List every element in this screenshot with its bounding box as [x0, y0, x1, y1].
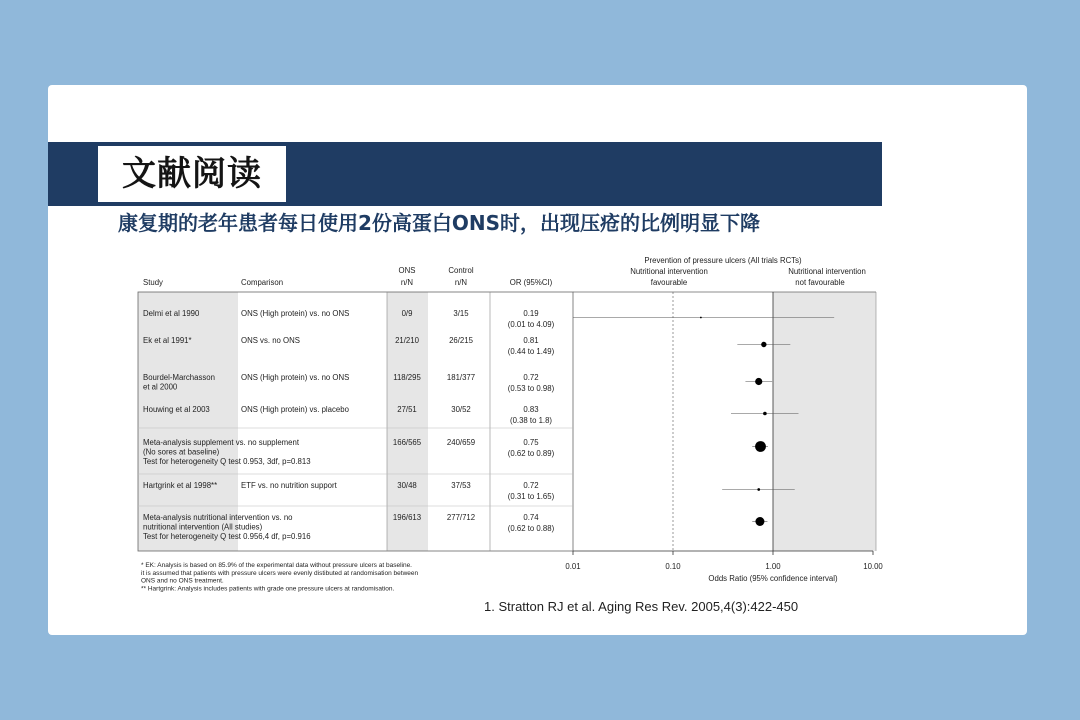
study-name: Delmi et al 1990 [143, 309, 200, 318]
header-control: Control [448, 266, 474, 275]
favour-left-label: favourable [650, 278, 688, 287]
footnote: it is assumed that patients with pressure ulcers were evenly distibuted at randomisation between [141, 569, 419, 577]
ons-count: 21/210 [395, 336, 419, 345]
meta-analysis-label: Meta-analysis supplement vs. no supplement [143, 438, 300, 447]
ons-count: 30/48 [397, 481, 417, 490]
estimate-point [755, 517, 764, 526]
odds-ratio-value: 0.19 [523, 309, 539, 318]
ons-count: 166/565 [392, 438, 422, 447]
x-tick-label: 10.00 [863, 562, 883, 571]
control-count: 26/215 [449, 336, 473, 345]
header-comparison: Comparison [241, 278, 284, 287]
x-axis-label: Odds Ratio (95% confidence interval) [708, 574, 838, 583]
header-control-unit: n/N [454, 278, 468, 287]
not-favourable-shade [773, 292, 876, 551]
x-tick-label: 0.10 [665, 562, 681, 571]
control-count: 181/377 [446, 373, 476, 382]
meta-analysis-label: Test for heterogeneity Q test 0.953, 3df, p=0.813 [143, 457, 311, 466]
meta-analysis-label: Meta-analysis nutritional intervention vs. no [143, 513, 293, 522]
control-count: 277/712 [446, 513, 476, 522]
header-or: OR (95%CI) [509, 278, 553, 287]
confidence-interval: (0.62 to 0.88) [507, 524, 555, 533]
estimate-point [757, 488, 760, 491]
header-study: Study [143, 278, 163, 287]
favour-right-label: Nutritional intervention [788, 267, 866, 276]
comparison-label: ONS vs. no ONS [241, 336, 300, 345]
estimate-point [700, 317, 702, 319]
x-tick-label: 1.00 [765, 562, 781, 571]
meta-analysis-label: nutritional intervention (All studies) [143, 522, 263, 532]
control-count: 30/52 [451, 405, 471, 414]
header-ons: ONS [398, 266, 416, 275]
odds-ratio-value: 0.83 [523, 405, 539, 414]
footnote: ONS and no ONS treatment. [141, 577, 224, 585]
favour-right-label: not favourable [795, 278, 845, 287]
study-name: Hartgrink et al 1998** [143, 481, 218, 490]
favour-left-label: Nutritional intervention [630, 267, 708, 276]
comparison-label: ONS (High protein) vs. no ONS [241, 309, 350, 318]
odds-ratio-value: 0.72 [523, 373, 539, 382]
confidence-interval: (0.62 to 0.89) [507, 449, 555, 458]
meta-analysis-label: Test for heterogeneity Q test 0.956,4 df, p=0.916 [143, 532, 311, 541]
odds-ratio-value: 0.75 [523, 438, 539, 447]
confidence-interval: (0.01 to 4.09) [507, 320, 555, 329]
ons-count: 0/9 [401, 309, 413, 318]
control-count: 3/15 [453, 309, 469, 318]
ons-count: 196/613 [392, 513, 422, 522]
odds-ratio-value: 0.74 [523, 513, 539, 522]
comparison-label: ETF vs. no nutrition support [241, 481, 337, 490]
ons-count: 27/51 [397, 405, 417, 414]
odds-ratio-value: 0.72 [523, 481, 539, 490]
chart-title: Prevention of pressure ulcers (All trials RCTs) [644, 256, 802, 265]
footnote: ** Hartgrink: Analysis includes patients with grade one pressure ulcers at randomisation. [141, 585, 395, 593]
footnote: * EK: Analysis is based on 85.9% of the experimental data without pressure ulcers at baseline. [141, 562, 412, 569]
meta-analysis-label: (No sores at baseline) [143, 447, 220, 457]
study-name: et al 2000 [143, 382, 178, 392]
slide-subtitle: 康复期的老年患者每日使用2份高蛋白ONS时，出现压疮的比例明显下降 [118, 211, 761, 235]
estimate-point [763, 412, 767, 416]
confidence-interval: (0.53 to 0.98) [507, 384, 555, 393]
study-name: Ek et al 1991* [143, 336, 192, 345]
estimate-point [761, 342, 766, 347]
ons-count: 118/295 [393, 373, 421, 382]
header-ons-unit: n/N [400, 278, 414, 287]
comparison-label: ONS (High protein) vs. placebo [241, 405, 349, 414]
confidence-interval: (0.38 to 1.8) [509, 416, 553, 425]
control-count: 240/659 [446, 438, 476, 447]
estimate-point [755, 378, 762, 385]
x-tick-label: 0.01 [565, 562, 581, 571]
study-name: Bourdel-Marchasson [143, 373, 215, 382]
comparison-label: ONS (High protein) vs. no ONS [241, 373, 350, 382]
slide-title: 文献阅读 [98, 146, 286, 202]
estimate-point [755, 441, 766, 452]
confidence-interval: (0.44 to 1.49) [507, 347, 555, 356]
study-name: Houwing et al 2003 [143, 405, 210, 414]
confidence-interval: (0.31 to 1.65) [507, 492, 555, 501]
control-count: 37/53 [451, 481, 471, 490]
reference-citation: 1. Stratton RJ et al. Aging Res Rev. 2005,4(3):422-450 [484, 599, 799, 614]
odds-ratio-value: 0.81 [523, 336, 539, 345]
